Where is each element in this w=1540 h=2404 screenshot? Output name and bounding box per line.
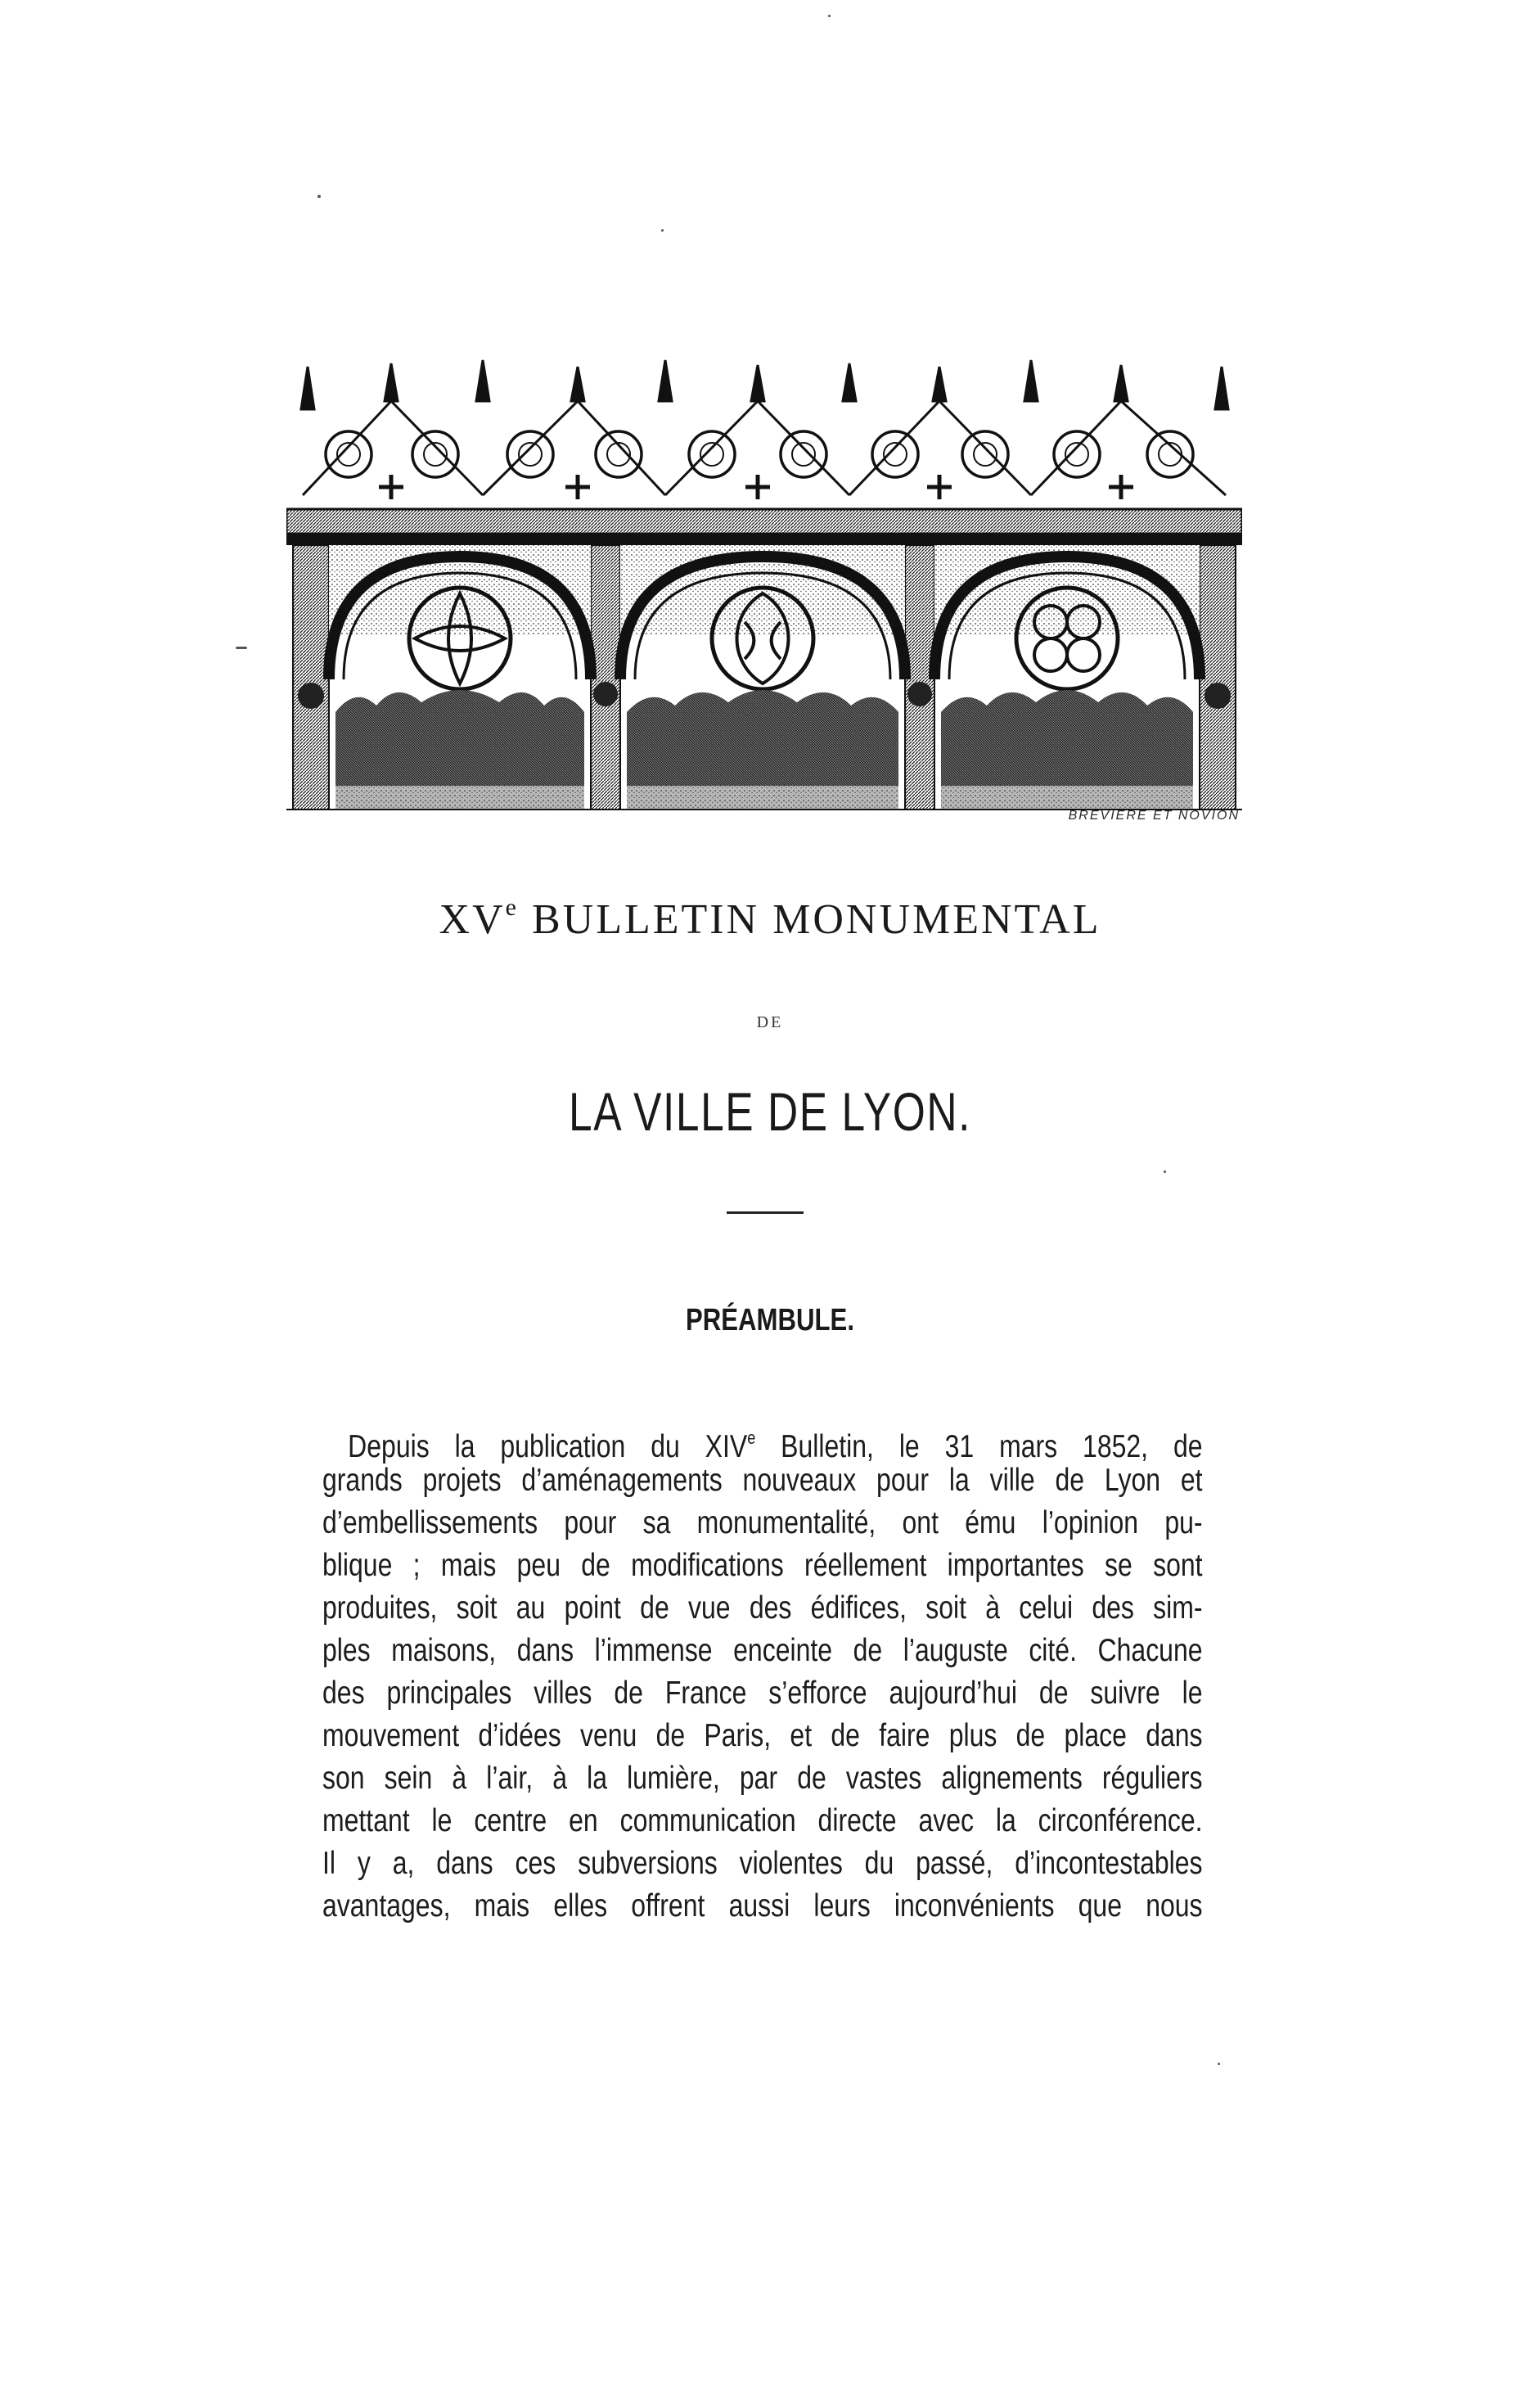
paragraph-line: blique ; mais peu de modifications réellement importantes se sont bbox=[322, 1548, 1203, 1583]
section-divider bbox=[727, 1211, 804, 1214]
paragraph-line: produites, soit au point de vue des édifices, soit à celui des sim- bbox=[322, 1590, 1203, 1626]
paragraph-line: ples maisons, dans l’immense enceinte de l’auguste cité. Chacune bbox=[322, 1633, 1203, 1668]
gothic-arcade-engraving bbox=[286, 352, 1242, 810]
city-title: LA VILLE DE LYON. bbox=[569, 1081, 971, 1142]
paragraph-line: avantages, mais elles offrent aussi leurs inconvénients que nous bbox=[322, 1888, 1203, 1924]
section-heading: PRÉAMBULE. bbox=[685, 1303, 854, 1337]
title-ordinal-suffix: e bbox=[505, 894, 519, 921]
preamble-paragraph bbox=[322, 1417, 1203, 1928]
paragraph-line: d’embellissements pour sa monumentalité, ont ému l’opinion pu- bbox=[322, 1505, 1203, 1540]
scan-speck bbox=[661, 229, 664, 232]
scan-speck bbox=[236, 647, 247, 649]
paragraph-line: des principales villes de France s’efforce aujourd’hui de suivre le bbox=[322, 1676, 1203, 1711]
arcade-openings bbox=[335, 690, 1193, 810]
engraver-credit: BREVIERE ET NOVION bbox=[1068, 809, 1240, 823]
paragraph-line: son sein à l’air, à la lumière, par de vastes alignements réguliers bbox=[322, 1761, 1203, 1796]
bulletin-title bbox=[0, 894, 1540, 944]
title-main-text: BULLETIN MONUMENTAL bbox=[531, 896, 1101, 943]
scan-speck bbox=[828, 15, 831, 17]
paragraph-line: mouvement d’idées venu de Paris, et de faire plus de place dans bbox=[322, 1718, 1203, 1753]
paragraph-line: Il y a, dans ces subversions violentes du passé, d’incontestables bbox=[322, 1846, 1203, 1881]
crown-tracery bbox=[301, 360, 1228, 499]
paragraph-line: grands projets d’aménagements nouveaux pour la ville de Lyon et bbox=[322, 1463, 1203, 1498]
scan-speck bbox=[1164, 1170, 1166, 1173]
paragraph-line: Depuis la publication du XIVe Bulletin, le 31 mars 1852, de bbox=[348, 1428, 1203, 1464]
scan-speck bbox=[317, 195, 321, 198]
scan-speck bbox=[1218, 2063, 1220, 2065]
title-ordinal: XV bbox=[439, 896, 506, 943]
paragraph-line: mettant le centre en communication directe avec la circonférence. bbox=[322, 1803, 1203, 1838]
title-connector: DE bbox=[756, 1013, 784, 1031]
